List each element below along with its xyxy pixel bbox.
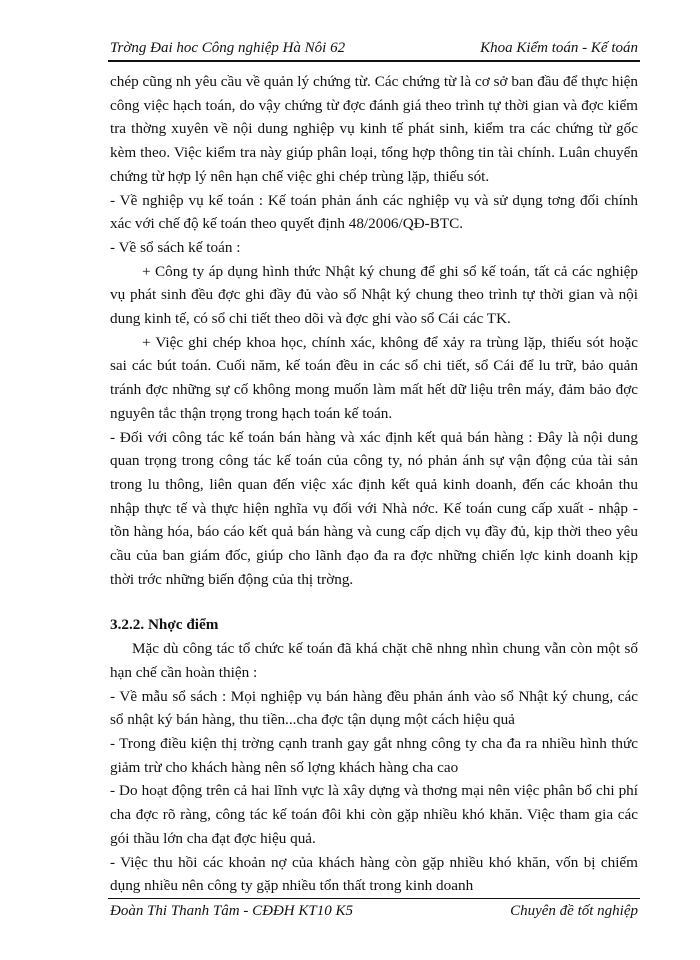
- footer-author: Đoàn Thi Thanh Tâm - CĐĐH KT10 K5: [110, 903, 353, 919]
- paragraph-market-competition: - Trong điều kiện thị trờng cạnh tranh gay gắt nhng công ty cha đa ra nhiều hình thức giảm trừ cho khách hàng nên số lợng khách hàng cha cao: [110, 734, 638, 776]
- paragraph-cost-allocation: - Do hoạt động trên cả hai lĩnh vực là xây dựng và thơng mại nên việc phân bổ chi phí cha đợc rõ ràng, công tác kế toán đôi khi còn gặp nhiều khó khăn. Việc tham gia các gói thầu lớn cha đạt đợc hiệu quả.: [110, 782, 638, 847]
- paragraph-weakness-intro: Mặc dù công tác tổ chức kế toán đã khá chặt chẽ nhng nhìn chung vẫn còn một số hạn chế cần hoàn thiện :: [110, 640, 638, 681]
- paragraph-recording: + Việc ghi chép khoa học, chính xác, không để xảy ra trùng lặp, thiếu sót hoặc sai các bút toán. Cuối năm, kế toán đều in các sổ chi tiết, sổ Cái để lu trữ, bảo quản tránh đợc những sự cố không mong muốn làm mất hết dữ liệu trên máy, đảm bảo đợc nguyên tắc thận trọng trong hạch toán kế toán.: [110, 333, 638, 422]
- paragraph-sales-accounting: - Đối với công tác kế toán bán hàng và xác định kết quả bán hàng : Đây là nội dung quan trọng trong công tác kế toán của công ty, nó phản ánh sự vận động của tài sản trong lu thông, liên quan đến việc xác định kết quả kinh doanh, đến các khoản thu nhập thực tế và thực hiện nghĩa vụ đối với Nhà nớc. Kế toán cung cấp xuất - nhập - tồn hàng hóa, báo cáo kết quả bán hàng và cung cấp dịch vụ đầy đủ, kịp thời theo yêu cầu của ban giám đốc, giúp cho lãnh đạo đa ra đợc những chiến lợc kinh doanh kịp thời trớc những biến động của thị trờng.: [110, 428, 638, 588]
- document-body: [110, 70, 638, 898]
- footer-rule: [108, 898, 640, 899]
- paragraph-accounting-operations: - Về nghiệp vụ kế toán : Kế toán phản ánh các nghiệp vụ và sử dụng tơng đối chính xác với chế độ kế toán theo quyết định 48/2006/QĐ-BTC.: [110, 191, 638, 233]
- section-heading-weaknesses: 3.2.2. Nhợc điểm: [110, 616, 219, 634]
- page-header: [110, 40, 638, 57]
- header-school: Trờng Đai hoc Công nghiệp Hà Nôi 62: [110, 40, 346, 56]
- paragraph-general-journal: + Công ty áp dụng hình thức Nhật ký chung để ghi sổ kế toán, tất cả các nghiệp vụ phát sinh đều đợc ghi đầy đủ vào sổ Nhật ký chung theo trình tự thời gian và nội dung kinh tế, có sổ chi tiết theo dõi và đợc ghi vào sổ Cái các TK.: [110, 262, 638, 328]
- header-rule: [108, 60, 640, 62]
- footer-title: Chuyên đề tốt nghiệp: [510, 903, 638, 919]
- paragraph-ledgers-heading: - Về sổ sách kế toán :: [110, 238, 241, 256]
- header-faculty: Khoa Kiểm toán - Kế toán: [480, 40, 638, 56]
- page-footer: [110, 903, 638, 920]
- paragraph-documents: chép cũng nh yêu cầu về quản lý chứng từ. Các chứng từ là cơ sở ban đầu để thực hiện công việc hạch toán, do vậy chứng từ đợc đánh giá theo trình tự thời gian và đợc kiểm tra thờng xuyên về nội dung nghiệp vụ kinh tế phát sinh, kiểm tra các chứng từ gốc kèm theo. Việc kiểm tra này giúp phân loại, tổng hợp thông tin tài chính. Luân chuyển chứng từ hợp lý nên hạn chế việc ghi chép trùng lặp, thiếu sót.: [110, 73, 638, 185]
- paragraph-debt-recovery: - Việc thu hồi các khoản nợ của khách hàng còn gặp nhiều khó khăn, vốn bị chiếm dụng nhiều nên công ty gặp nhiều tổn thất trong kinh doanh: [110, 853, 638, 895]
- paragraph-ledger-forms: - Về mẫu sổ sách : Mọi nghiệp vụ bán hàng đều phản ánh vào sổ Nhật ký chung, các sổ nhật ký bán hàng, thu tiền...cha đợc tận dụng một cách hiệu quả: [110, 687, 638, 729]
